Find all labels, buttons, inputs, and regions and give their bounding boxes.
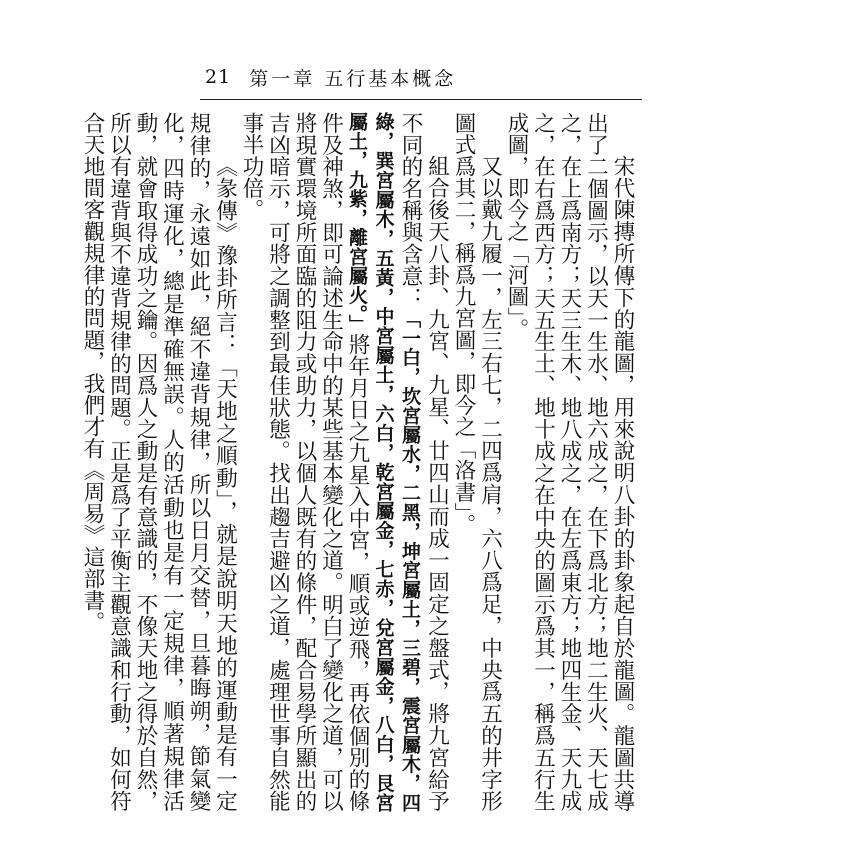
running-header bbox=[205, 62, 456, 92]
nine-palaces-quote: 「一白，坎宮屬水，二黑，坤宮屬土，三碧，震宮屬木，四綠，巽宮屬木，五黃，中宮屬土，六白，乾宮屬金，七赤，兌宮屬金，八白，艮宮屬土，九紫，離宮屬火。」 bbox=[346, 112, 421, 812]
paragraph-hetu: 宋代陳摶所傳下的龍圖，用來說明八卦的卦象起自於龍圖。龍圖共導出了二個圖示，以天一生水、地六成之，在下爲北方；地二生火、天七成之，在上爲南方；天三生木、地八成之，在左爲東方；地四生金、天九成之，在右爲西方；天五生土、地十成之在中央的圖示爲其一，稱爲五行生成圖，即今之「河圖」。 bbox=[504, 112, 635, 812]
paragraph-nine-palaces-text: 組合後天八卦、九宮、九星、廿四山而成一固定之盤式，將九宮給予不同的名稱與含意： bbox=[398, 112, 450, 812]
header-rule bbox=[200, 99, 642, 100]
chapter-title: 第一章 五行基本概念 bbox=[249, 67, 457, 90]
page-number: 21 bbox=[205, 66, 232, 88]
paragraph-luoshu: 又以戴九履一，左三右七，二四爲肩，六八爲足，中央爲五的井字形圖式爲其二，稱爲九宮圖，即今之「洛書」。 bbox=[451, 112, 503, 812]
paragraph-flying-stars-text: 將年月日之九星入中宮，順或逆飛，再依個別的條件及神煞，即可論述生命中的某些基本變化之道。明白了變化之道，可以將現實環境所面臨的阻力或助力，以個人既有的條件，配合易學所顯出的吉凶暗示，可將之調整到最佳狀態。找出趨吉避凶之道，處理世事自然能事半功倍。 bbox=[239, 112, 370, 812]
paragraph-tuan-zhuan: 《彖傳》豫卦所言：「天地之順動」，就是說明天地的運動是有一定規律的，永遠如此，絕不違背規律，所以日月交替，旦暮晦朔，節氣變化，四時運化，總是準確無誤。人的活動也是有一定規律，順著規律活動，就會取得成功之鑰。因爲人之動是有意識的，不像天地之得於自然，所以有違背與不違背規律的問題。正是爲了平衡主觀意識和行動，如何符合天地間客觀規律的問題，我們才有《周易》這部書。 bbox=[80, 112, 238, 812]
paragraph-nine-palaces bbox=[238, 112, 450, 812]
body-text bbox=[79, 112, 636, 812]
